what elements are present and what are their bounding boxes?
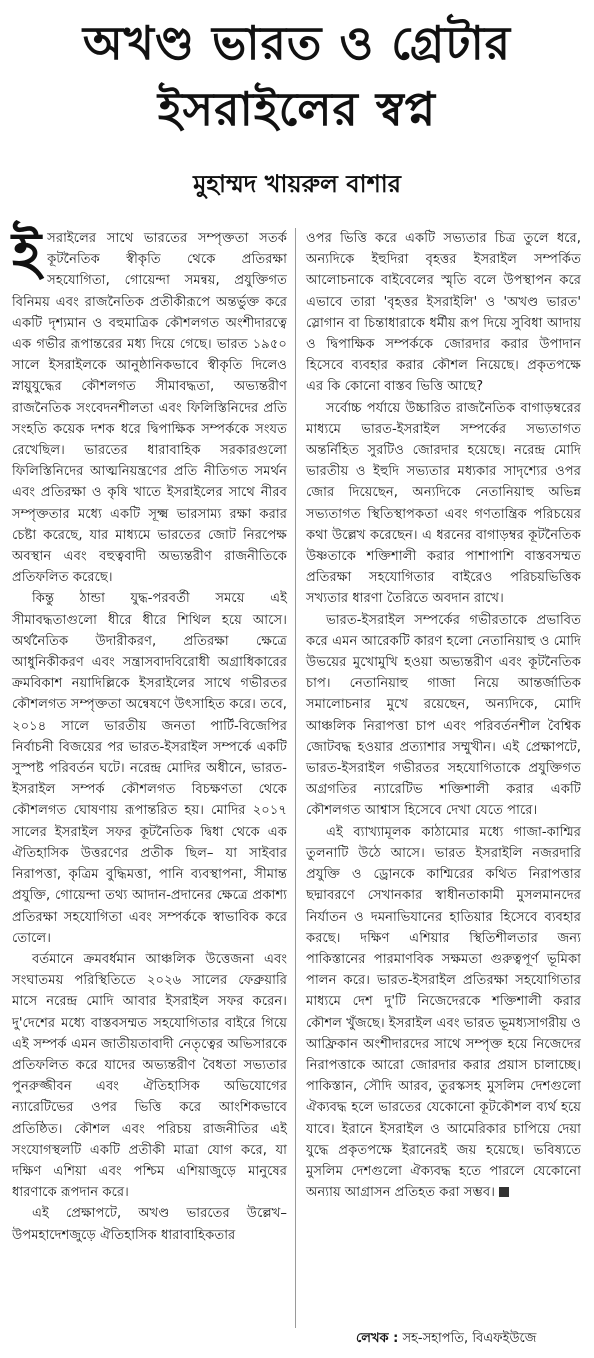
paragraph-1: [12, 221, 287, 588]
paragraph-3: বর্তমানে ক্রমবর্ধমান আঞ্চলিক উত্তেজনা এবং সংঘাতময় পরিস্থিতিতে ২০২৬ সালের ফেব্রুয়ারি মাসে নরেন্দ্র মোদি আবার ইসরাইল সফর করেন। দু'দেশের মধ্যে বাস্তবসম্মত সহযোগিতার বাইরে গিয়ে এই সম্পর্ক এমন জাতীয়তাবাদী নেতৃত্বের অভিসারকে প্রতিফলিত করে যাদের অভ্যন্তরীণ বৈধতা সভ্যতার পুনরুজ্জীবন এবং ঐতিহাসিক অভিযোগের ন্যারেটিভের ওপর ভিত্তি করে আংশিকভাবে প্রতিষ্ঠিত। কৌশল এবং পরিচয় রাজনীতির এই সংযোগস্থলটি একটি প্রতীকী মাত্রা যোগ করে, যা দক্ষিণ এশিয়া এবং পশ্চিম এশিয়াজুড়ে মানুষের ধারণাকে রূপদান করে।: [12, 951, 287, 1201]
paragraph-1-text: সরাইলের সাথে ভারতের সম্পৃক্ততা সতর্ক কূটনৈতিক স্বীকৃতি থেকে প্রতিরক্ষা সহযোগিতা, গোয়েন্দা সমন্বয়, প্রযুক্তিগত বিনিময় এবং রাজনৈতিক প্রতীকীরূপে অন্তর্ভুক্ত করে একটি দৃশ্যমান ও বহুমাত্রিক কৌশলগত অংশীদারত্বে এক গভীর রূপান্তরের মধ্য দিয়ে গেছে। ভারত ১৯৫০ সালে ইসরাইলকে আনুষ্ঠানিকভাবে স্বীকৃতি দিলেও স্নায়ুযুদ্ধের কৌশলগত সীমাবদ্ধতা, অভ্যন্তরীণ রাজনৈতিক সংবেদনশীলতা এবং ফিলিস্তিনিদের প্রতি সংহতি কয়েক দশক ধরে দ্বিপাক্ষিক সম্পর্ককে সংযত রেখেছিল। ভারতের ধারাবাহিক সরকারগুলো ফিলিস্তিনিদের আত্মনিয়ন্ত্রণের প্রতি নীতিগত সমর্থন এবং প্রতিরক্ষা ও কৃষি খাতে ইসরাইলের সাথে নীরব সম্পৃক্ততার মধ্যে একটি সূক্ষ্ম ভারসাম্য রক্ষা করার চেষ্টা করেছে, যার মাধ্যমে ভারতের জোট নিরপেক্ষ অবস্থান এবং বহুত্ববাদী অভ্যন্তরীণ রাজনীতিকে প্রতিফলিত করেছে।: [12, 231, 287, 586]
paragraph-7: ভারত-ইসরাইল সম্পর্কের গভীরতাকে প্রভাবিত করে এমন আরেকটি কারণ হলো নেতানিয়াহু ও মোদি উভয়ের মুখোমুখি হওয়া অভ্যন্তরীণ এবং কূটনৈতিক চাপ। নেতানিয়াহু গাজা নিয়ে আন্তর্জাতিক সমালোচনার মুখে রয়েছেন, অন্যদিকে, মোদি আঞ্চলিক নিরাপত্তা চাপ এবং পরিবর্তনশীল বৈশ্বিক জোটবদ্ধ হওয়ার প্রত্যাশার সম্মুখীন। এই প্রেক্ষাপটে, ভারত-ইসরাইল গভীরতর সহযোগিতাকে প্রযুক্তিগত অগ্রগতির ন্যারেটিভ শক্তিশালী করার একটি কৌশলগত আশ্বাস হিসেবে দেখা যেতে পারে।: [306, 612, 581, 819]
paragraph-4: এই প্রেক্ষাপটে, অখণ্ড ভারতের উল্লেখ– উপমহাদেশজুড়ে ঐতিহাসিক ধারাবাহিকতার: [12, 1206, 287, 1243]
author-credit: [356, 1329, 536, 1350]
paragraph-8-text: এই ব্যাখ্যামূলক কাঠামোর মধ্যে গাজা-কাশ্মির তুলনাটি উঠে আসে। ভারত ইসরাইলি নজরদারি প্রযুক্তি ও ড্রোনকে কাশ্মিরের কথিত নিরাপত্তার ছদ্মাবরণে সেখানকার স্বাধীনতাকামী মুসলমানদের নির্যাতন ও দমনাভিযানের হাতিয়ার হিসেবে ব্যবহার করছে। দক্ষিণ এশিয়ার স্থিতিশীলতার জন্য পাকিস্তানের পারমাণবিক সক্ষমতা গুরুত্বপূর্ণ ভূমিকা পালন করে। ভারত-ইসরাইল প্রতিরক্ষা সহযোগিতার মাধ্যমে দেশ দু'টি নিজেদেরকে শক্তিশালী করার কৌশল খুঁজছে। ইসরাইল এবং ভারত ভূমধ্যসাগরীয় ও আফ্রিকান অংশীদারদের সাথে সম্পৃক্ত হয়ে নিজেদের নিরাপত্তাকে আরো জোরদার করার প্রয়াস চালাচ্ছে। পাকিস্তান, সৌদি আরব, তুরস্কসহ মুসলিম দেশগুলো ঐক্যবদ্ধ হলে ভারতের যেকোনো কূটকৌশল ব্যর্থ হয়ে যাবে। ইরানে ইসরাইল ও আমেরিকার চাপিয়ে দেয়া যুদ্ধে প্রকৃতপক্ষে ইরানেরই জয় হয়েছে। ভবিষ্যতে মুসলিম দেশগুলো ঐক্যবদ্ধ হতে পারলে যেকোনো অন্যায় আগ্রাসন প্রতিহত করা সম্ভব।: [306, 824, 581, 1201]
author-label: লেখক :: [356, 1331, 399, 1346]
headline-line-1: অখণ্ড ভারত ও গ্রেটার: [82, 16, 512, 70]
paragraph-6: সর্বোচ্চ পর্যায়ে উচ্চারিত রাজনৈতিক বাগাড়ম্বরের মাধ্যমে ভারত-ইসরাইল সম্পর্কের সভ্যতাগত অন্তর্নিহিত সুরটিও জোরদার হয়েছে। নরেন্দ্র মোদি ভারতীয় ও ইহুদি সভ্যতার মধ্যকার সাদৃশ্যের ওপর জোর দিয়েছেন, অন্যদিকে নেতানিয়াহু অভিন্ন সভ্যতাগত স্থিতিস্থাপকতা এবং গণতান্ত্রিক পরিচয়ের কথা উল্লেখ করেছেন। এ ধরনের বাগাড়ম্বর কূটনৈতিক উষ্ণতাকে শক্তিশালী করার পাশাপাশি বাস্তবসম্মত প্রতিরক্ষা সহযোগিতার বাইরেও পরিচয়ভিত্তিক সখ্যতার ধারণা তৈরিতে অবদান রাখে।: [306, 400, 581, 607]
paragraph-5: ওপর ভিত্তি করে একটি সভ্যতার চিত্র তুলে ধরে, অন্যদিকে ইহুদিরা বৃহত্তর ইসরাইল সম্পর্কিত আলোচনাকে বাইবেলের স্মৃতি বলে উপস্থাপন করে এভাবে তারা 'বৃহত্তর ইসরাইলি' ও 'অখণ্ড ভারত' স্লোগান বা চিন্তাধারাকে ধর্মীয় রূপ দিয়ে সুবিধা আদায় ও দ্বিপাক্ষিক সম্পর্ককে জোরদার করার উপাদান হিসেবে ব্যবহার করার কৌশল নিয়েছে। প্রকৃতপক্ষে এর কি কোনো বাস্তব ভিত্তি আছে?: [306, 231, 581, 395]
author-role: সহ-সহাপতি, বিএফইউজে: [402, 1331, 537, 1346]
article-column-left: [12, 221, 287, 1246]
author-byline: মুহাম্মদ খায়রুল বাশার: [193, 170, 401, 198]
paragraph-8: [306, 822, 581, 1204]
article-column-right: [306, 228, 581, 1203]
drop-cap: ই: [12, 221, 42, 286]
headline-line-2: ইসরাইলের স্বপ্ন: [157, 82, 437, 136]
paragraph-2: কিন্তু ঠান্ডা যুদ্ধ-পরবর্তী সময়ে এই সীমাবদ্ধতাগুলো ধীরে ধীরে শিথিল হয়ে আসে। অর্থনৈতিক উদারীকরণ, প্রতিরক্ষা ক্ষেত্রে আধুনিকীকরণ এবং সন্ত্রাসবাদবিরোধী অগ্রাধিকারের ক্রমবিকাশ নয়াদিল্লিকে ইসরাইলের সাথে গভীরতর কৌশলগত সম্পৃক্ততা অন্বেষণে উৎসাহিত করে। তবে, ২০১৪ সালে ভারতীয় জনতা পার্টি-বিজেপির নির্বাচনী বিজয়ের পর ভারত-ইসরাইল সম্পর্কে একটি সুস্পষ্ট পরিবর্তন ঘটে। নরেন্দ্র মোদির অধীনে, ভারত-ইসরাইল সম্পর্ক কৌশলগত বিচক্ষণতা থেকে কৌশলগত ঘোষণায় রূপান্তরিত হয়। মোদির ২০১৭ সালের ইসরাইল সফর কূটনৈতিক দ্বিধা থেকে এক ঐতিহাসিক উত্তরণের প্রতীক ছিল– যা সাইবার নিরাপত্তা, কৃত্রিম বুদ্ধিমত্তা, পানি ব্যবস্থাপনা, সীমান্ত প্রযুক্তি, গোয়েন্দা তথ্য আদান-প্রদানের ক্ষেত্রে প্রকাশ্য প্রতিরক্ষা সহযোগিতা এবং সম্পর্ককে স্বাভাবিক করে তোলে।: [12, 591, 287, 946]
column-divider: [295, 228, 296, 1328]
end-mark-icon: [499, 1187, 509, 1197]
